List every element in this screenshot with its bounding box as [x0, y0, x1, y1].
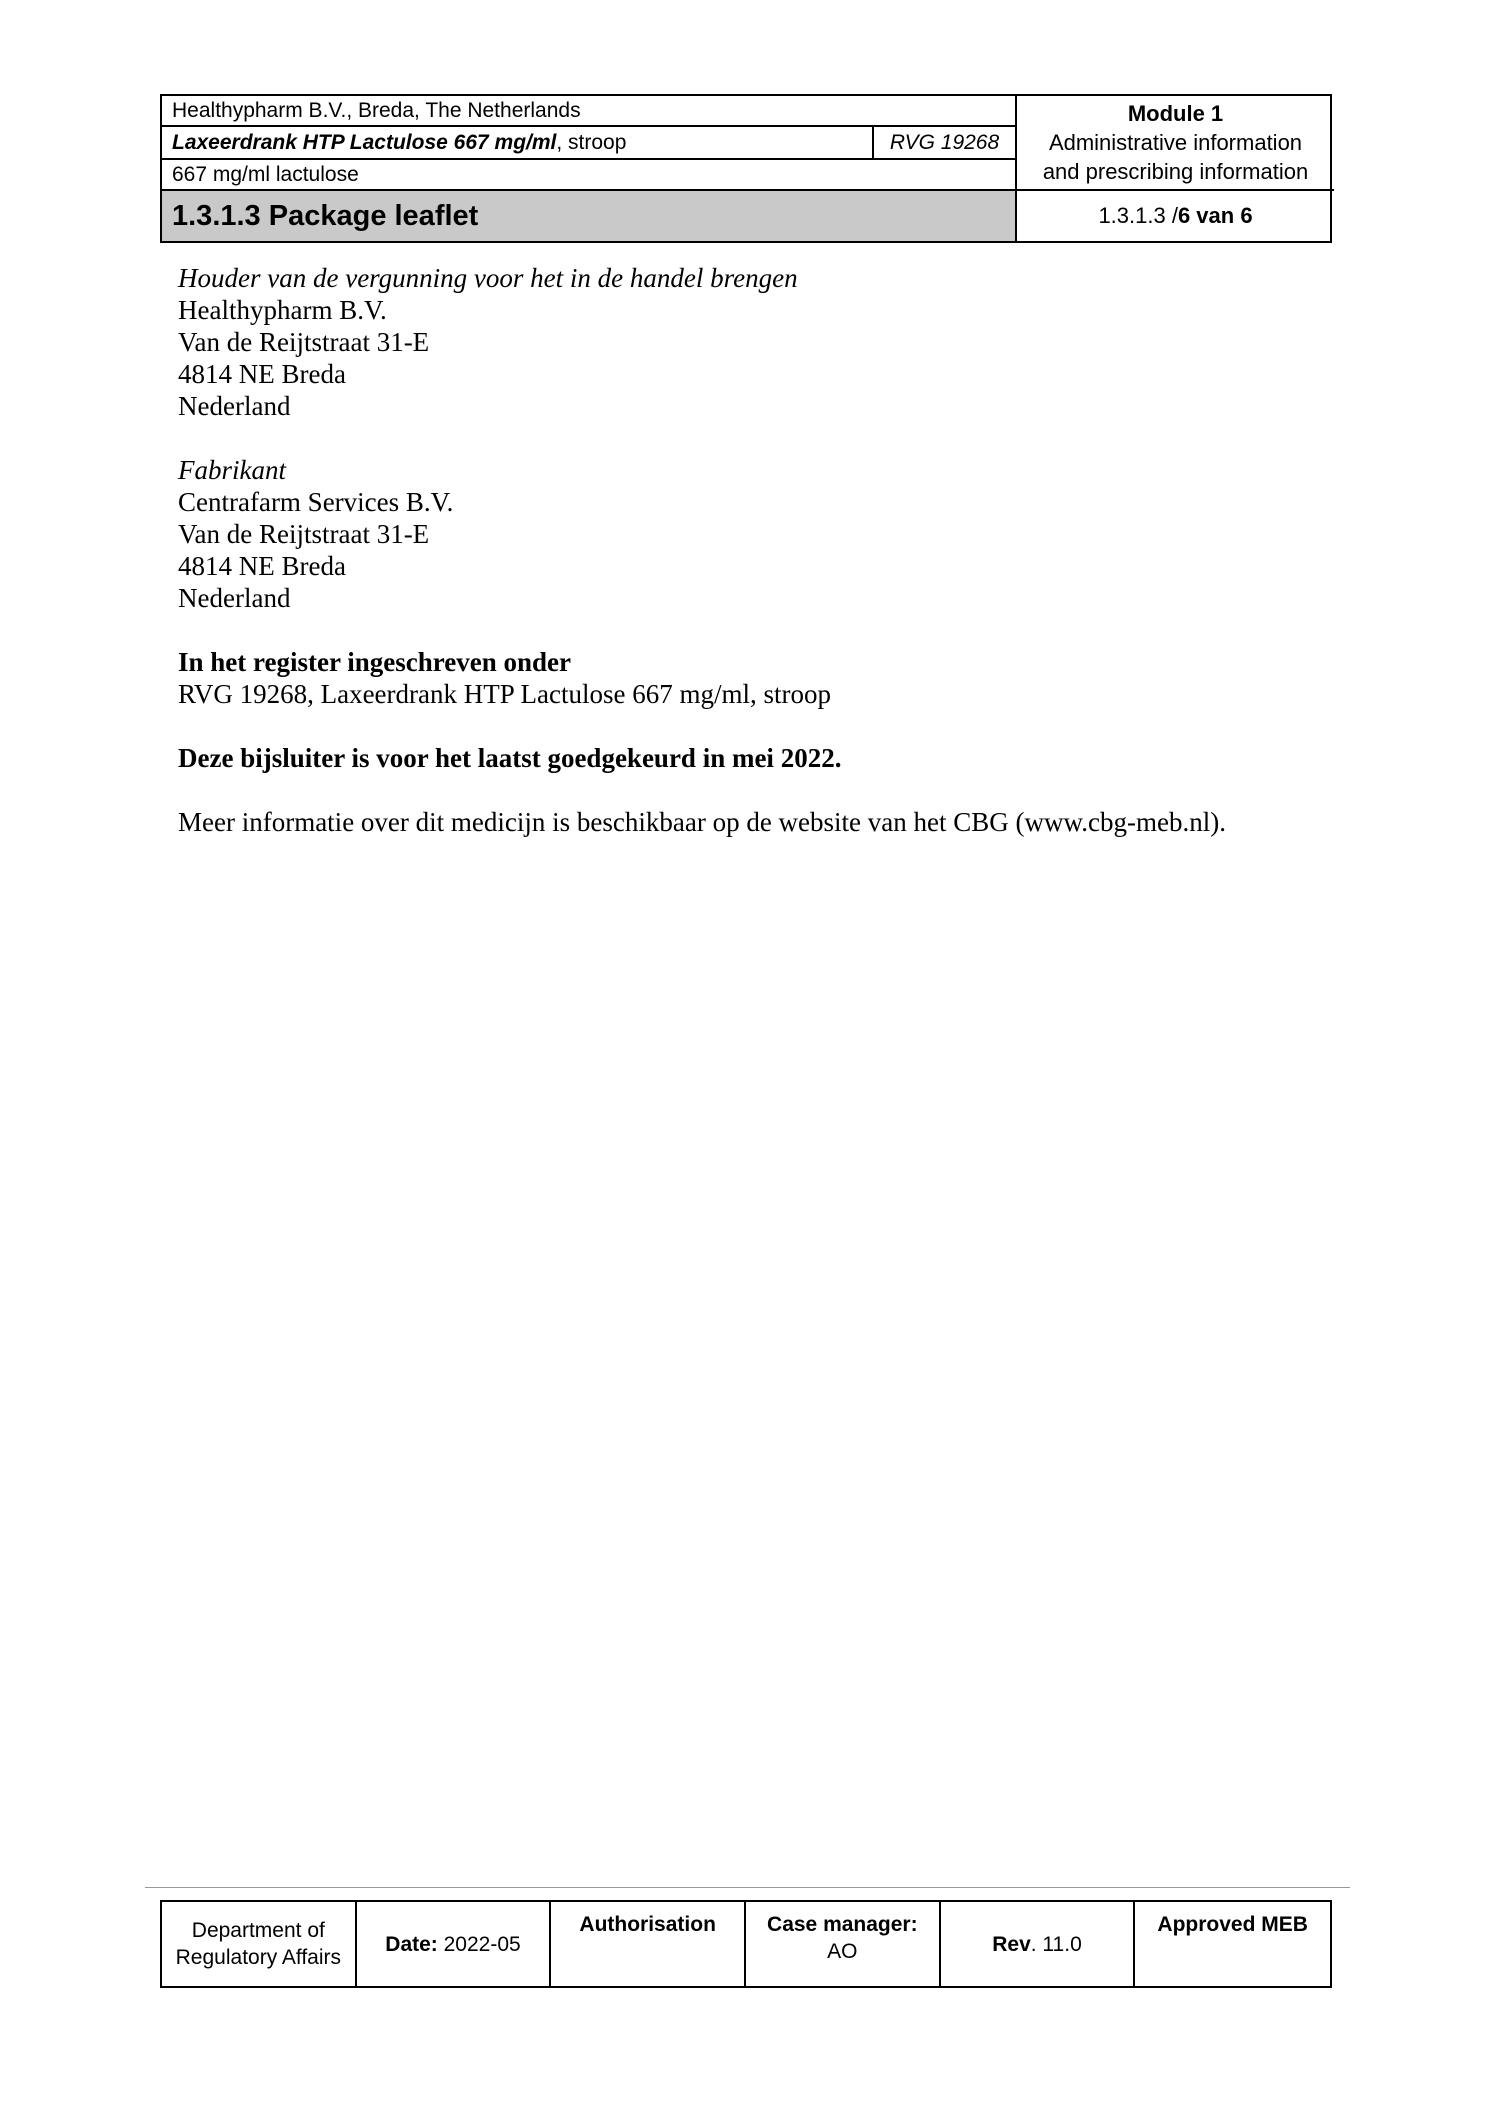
- info-line: Meer informatie over dit medicijn is beschikbaar op de website van het CBG (www.cbg-meb.nl).: [178, 807, 1226, 837]
- module-info-cell: [1017, 96, 1334, 191]
- register-heading: In het register ingeschreven onder: [178, 647, 571, 677]
- revision-value: . 11.0: [1030, 1932, 1082, 1956]
- register-section: [178, 646, 1358, 710]
- manufacturer-line: Centrafarm Services B.V.: [178, 487, 454, 517]
- company-line: Healthypharm B.V., Breda, The Netherlands: [162, 96, 1017, 127]
- product-suffix: , stroop: [556, 130, 627, 154]
- revision-cell: [941, 1902, 1136, 1986]
- footer-separator-line: [145, 1887, 1350, 1888]
- approval-line: Deze bijsluiter is voor het laatst goedgekeurd in mei 2022.: [178, 743, 842, 773]
- manufacturer-heading: Fabrikant: [178, 455, 286, 485]
- holder-line: 4814 NE Breda: [178, 359, 346, 389]
- holder-section: [178, 262, 1358, 422]
- revision-text: [992, 1931, 1082, 1958]
- date-value: 2022-05: [437, 1932, 521, 1956]
- module-line2: and prescribing information: [1042, 159, 1309, 184]
- manufacturer-line: Nederland: [178, 583, 291, 613]
- manufacturer-line: Van de Reijtstraat 31-E: [178, 519, 430, 549]
- authorisation-cell: [551, 1902, 746, 1986]
- approved-cell: [1135, 1902, 1330, 1986]
- document-body: [178, 262, 1358, 870]
- module-title: Module 1: [1127, 101, 1224, 126]
- manufacturer-section: [178, 454, 1358, 614]
- rvg-number: RVG 19268: [874, 127, 1017, 160]
- case-manager-cell: [746, 1902, 941, 1986]
- authorisation-label: Authorisation: [579, 1913, 716, 1936]
- holder-heading: Houder van de vergunning voor het in de handel brengen: [178, 263, 798, 293]
- page-reference: [1017, 191, 1334, 241]
- approval-footer-table: [160, 1900, 1332, 1988]
- register-line: RVG 19268, Laxeerdrank HTP Lactulose 667 mg/ml, stroop: [178, 679, 831, 709]
- holder-line: Nederland: [178, 391, 291, 421]
- holder-line: Healthypharm B.V.: [178, 295, 387, 325]
- department-line1: Department of: [191, 1919, 325, 1942]
- strength-line: 667 mg/ml lactulose: [162, 160, 1017, 191]
- page-ref-prefix: 1.3.1.3 /: [1098, 203, 1178, 228]
- approved-label: Approved MEB: [1157, 1913, 1308, 1936]
- revision-label: Rev: [992, 1932, 1031, 1956]
- date-cell: [357, 1902, 552, 1986]
- header-table: [160, 94, 1332, 243]
- holder-line: Van de Reijtstraat 31-E: [178, 327, 430, 357]
- product-name: Laxeerdrank HTP Lactulose 667 mg/ml: [172, 130, 557, 154]
- page-ref-number: 6 van 6: [1177, 203, 1253, 228]
- product-line: [162, 127, 874, 160]
- department-cell: [162, 1902, 357, 1986]
- department-line2: Regulatory Affairs: [175, 1946, 342, 1969]
- case-manager-value: AO: [827, 1940, 858, 1963]
- date-label: Date:: [385, 1932, 438, 1956]
- manufacturer-line: 4814 NE Breda: [178, 551, 346, 581]
- section-title: 1.3.1.3 Package leaflet: [162, 191, 1017, 241]
- module-line1: Administrative information: [1048, 130, 1303, 155]
- date-text: [385, 1931, 520, 1958]
- case-manager-label: Case manager:: [767, 1913, 918, 1936]
